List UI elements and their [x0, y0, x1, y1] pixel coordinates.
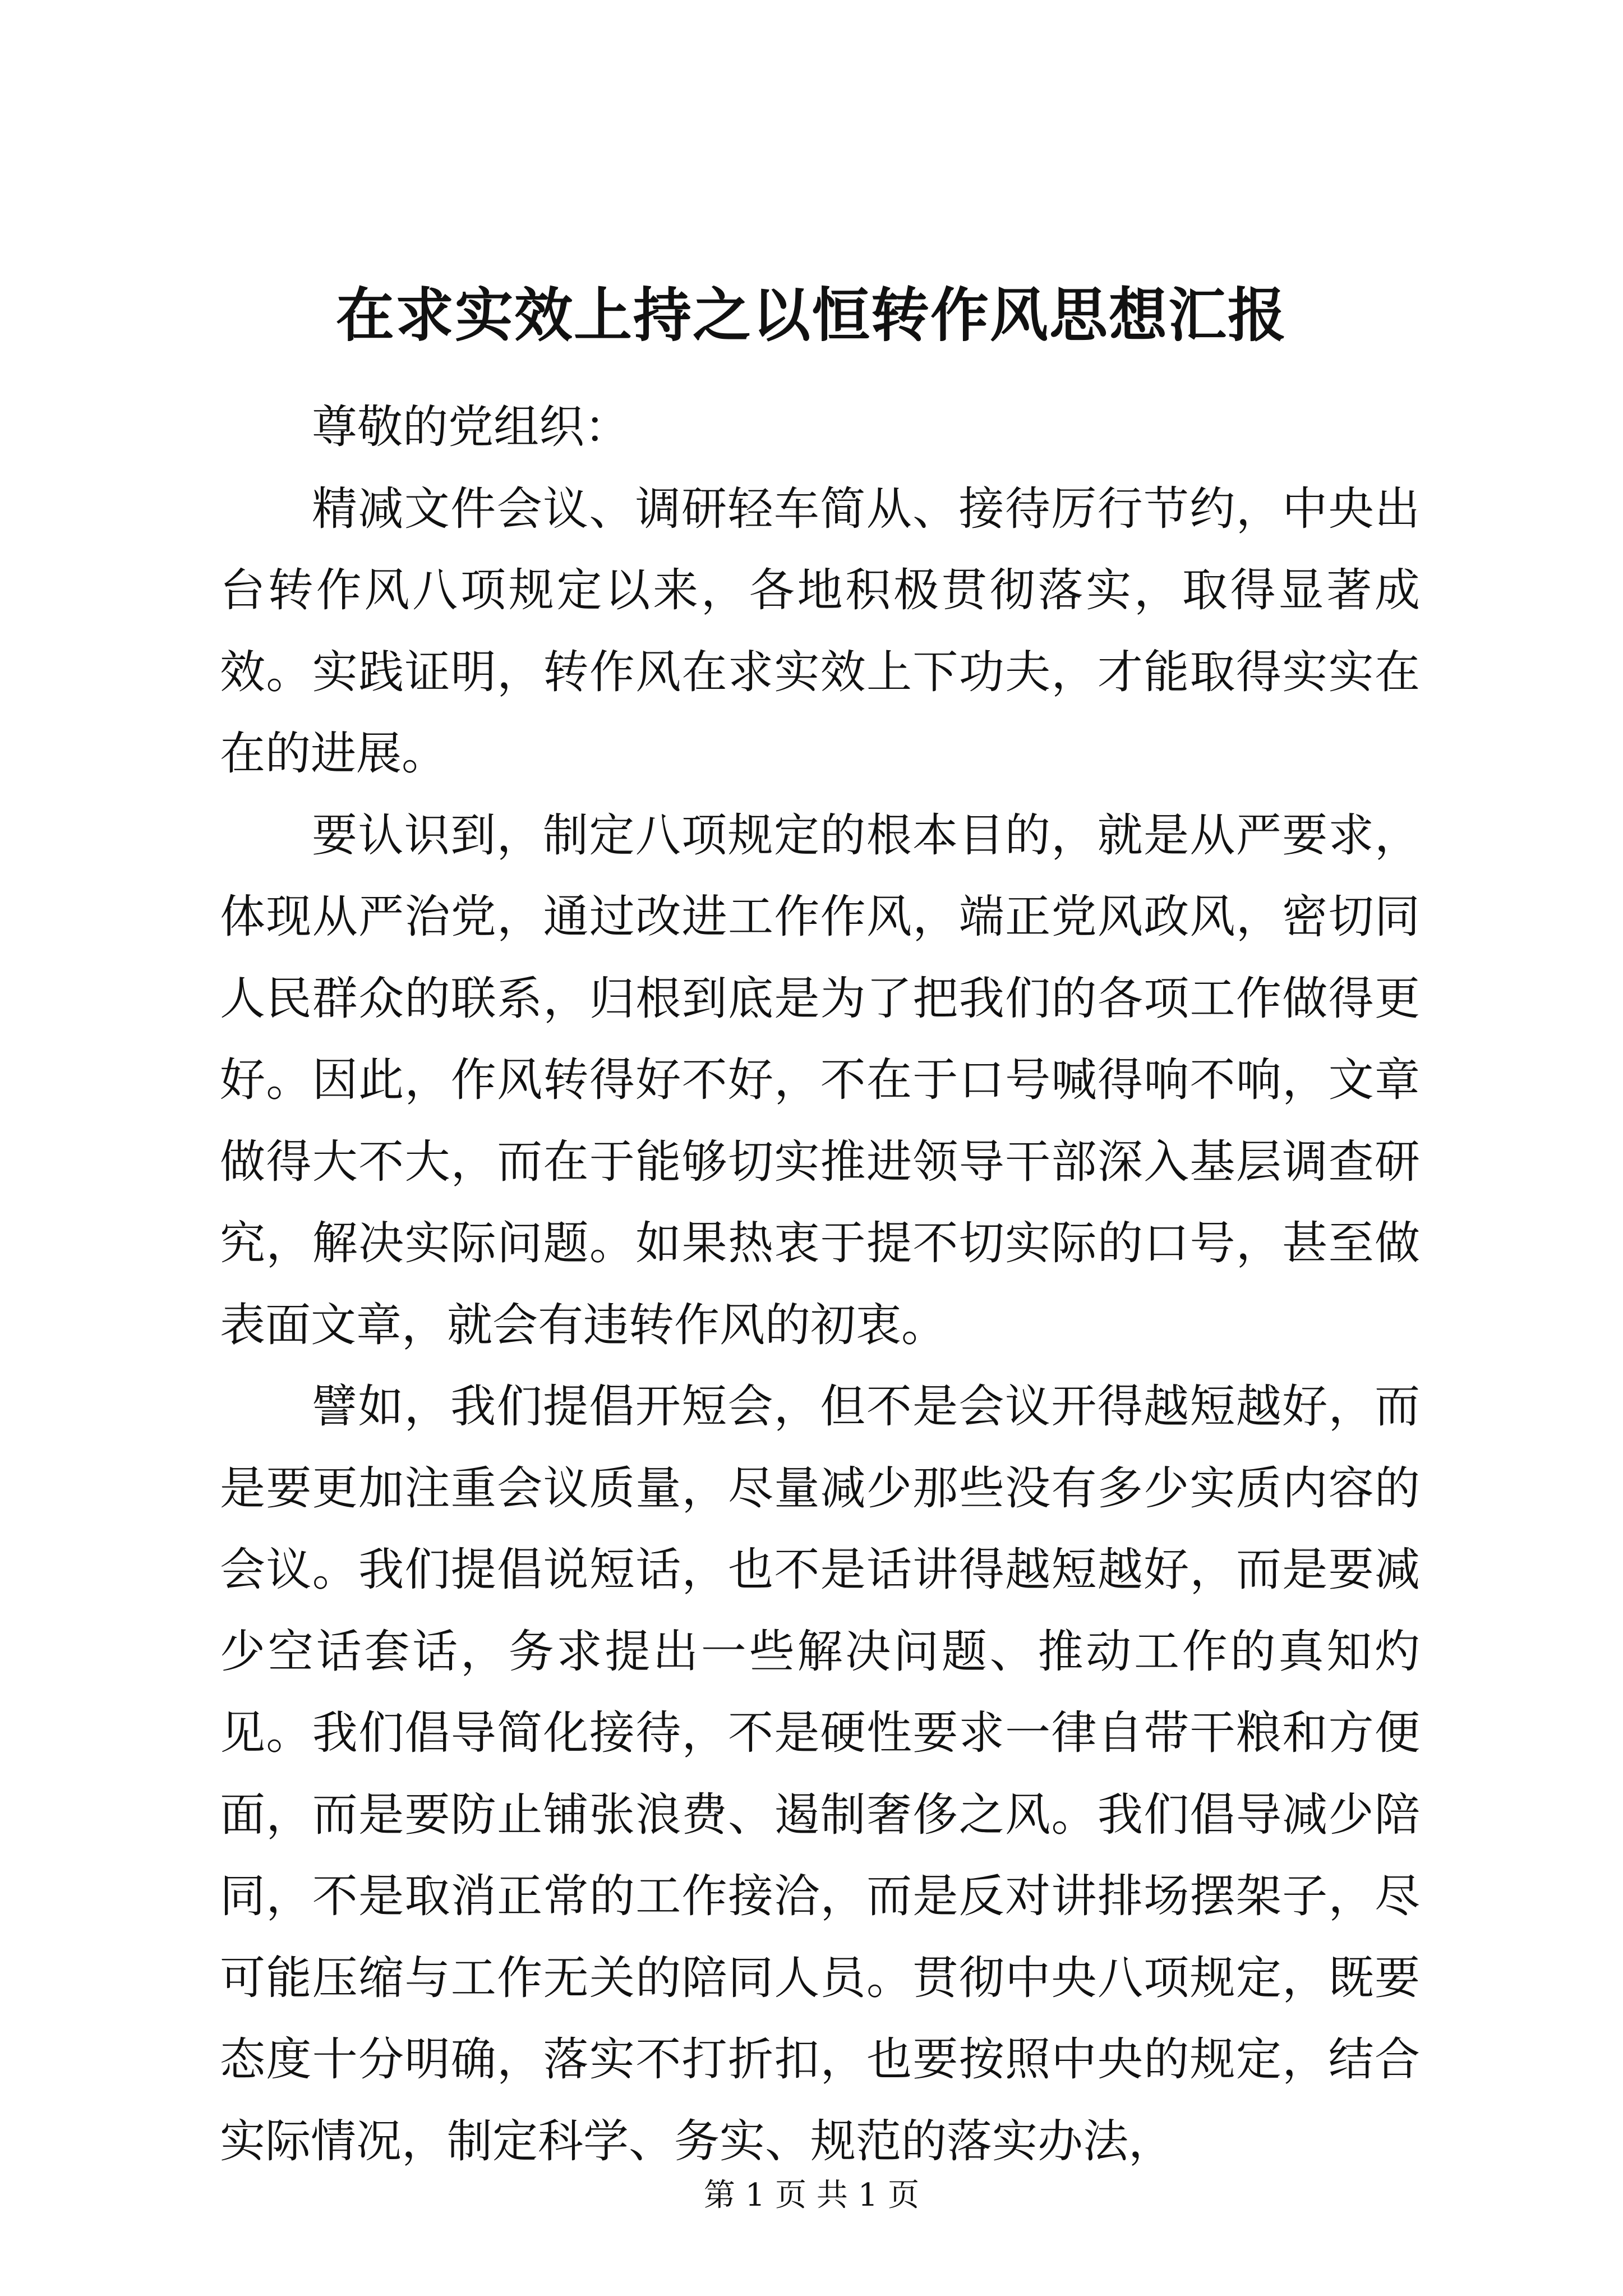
document-body	[220, 387, 1420, 2183]
paragraph-2: 要认识到，制定八项规定的根本目的，就是从严要求，体现从严治党，通过改进工作作风，端正党风政风，密切同人民群众的联系，归根到底是为了把我们的各项工作做得更好。因此，作风转得好不好，不在于口号喊得响不响，文章做得大不大，而在于能够切实推进领导干部深入基层调查研究，解决实际问题。如果热衷于提不切实际的口号，甚至做表面文章，就会有违转作风的初衷。	[220, 809, 1420, 1352]
page-indicator: 第 1 页 共 1 页	[703, 2177, 920, 2214]
document-title: 在求实效上持之以恒转作风思想汇报	[335, 280, 1287, 349]
paragraph-1: 精减文件会议、调研轻车简从、接待厉行节约，中央出台转作风八项规定以来，各地积极贯彻落实，取得显著成效。实践证明，转作风在求实效上下功夫，才能取得实实在在的进展。	[220, 482, 1420, 780]
salutation: 尊敬的党组织：	[312, 401, 630, 454]
paragraph-3: 譬如，我们提倡开短会，但不是会议开得越短越好，而是要更加注重会议质量，尽量减少那些没有多少实质内容的会议。我们提倡说短话，也不是话讲得越短越好，而是要减少空话套话，务求提出一些解决问题、推动工作的真知灼见。我们倡导简化接待，不是硬性要求一律自带干粮和方便面，而是要防止铺张浪费、遏制奢侈之风。我们倡导减少陪同，不是取消正常的工作接洽，而是反对讲排场摆架子，尽可能压缩与工作无关的陪同人员。贯彻中央八项规定，既要态度十分明确，落实不打折扣，也要按照中央的规定，结合实际情况，制定科学、务实、规范的落实办法，	[220, 1381, 1420, 2168]
page-footer	[0, 2177, 1623, 2214]
